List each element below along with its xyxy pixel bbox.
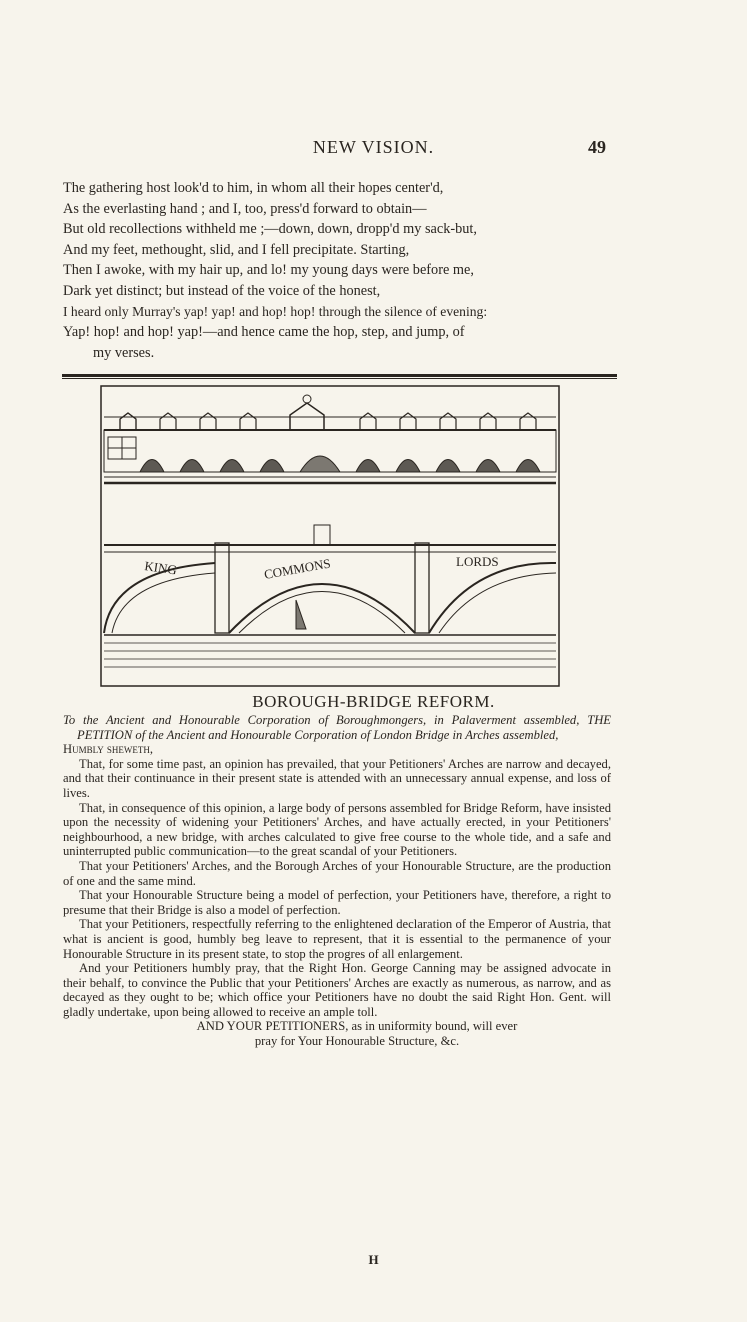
arch-label-king: KING bbox=[143, 558, 178, 578]
running-title: NEW VISION. bbox=[312, 137, 435, 157]
closing-line: AND YOUR PETITIONERS, as in uniformity bound, will ever bbox=[196, 1019, 518, 1034]
arch-label-commons: COMMONS bbox=[262, 555, 332, 582]
divider-rule bbox=[62, 374, 617, 377]
verse-line: Then I awoke, with my hair up, and lo! my young days were before me, bbox=[63, 262, 474, 279]
page-number: 49 bbox=[588, 137, 606, 157]
verse-line: And my feet, methought, slid, and I fell precipitate. Starting, bbox=[63, 241, 410, 258]
verse-line: I heard only Murray's yap! yap! and hop! hop! through the silence of evening: bbox=[63, 303, 488, 319]
section-title: BOROUGH-BRIDGE REFORM. bbox=[252, 692, 495, 711]
paragraph: And your Petitioners humbly pray, that the Right Hon. George Canning may be assigned advocate in their behalf, to convince the Public that your Petitioners' Arches are exactly as numerous, as narrow, and as decayed as they ought to be; which office your Petitioners have no doubt the said Right Hon. Gent. will gladly undertake, upon being allowed to receive an ample toll. bbox=[63, 961, 611, 1019]
paragraph: That, for some time past, an opinion has prevailed, that your Petitioners' Arches are narrow and decayed, and that their continuance in their present state is attended with an unnecessary annual expense, and loss of lives. bbox=[63, 756, 611, 800]
paragraph: That your Petitioners, respectfully referring to the enlightened declaration of the Emperor of Austria, that what is ancient is good, humbly beg leave to represent, that it is essential to the permanence of your Honourable Structure in its present state, to stop the progres of all enlargement. bbox=[63, 917, 611, 961]
verse-line: But old recollections withheld me ;—down, down, dropp'd my sack-but, bbox=[63, 221, 477, 238]
verse-line: my verses. bbox=[93, 344, 155, 361]
paragraph: That your Honourable Structure being a model of perfection, your Petitioners have, therefore, a right to presume that their Bridge is also a model of perfection. bbox=[63, 888, 611, 917]
divider-rule bbox=[62, 378, 617, 379]
old-bridge-drawing bbox=[104, 395, 556, 477]
signature-mark: H bbox=[368, 1252, 379, 1267]
new-bridge-drawing bbox=[104, 525, 556, 667]
verse-line: The gathering host look'd to him, in whom all their hopes center'd, bbox=[63, 180, 444, 196]
verse-line: Dark yet distinct; but instead of the voice of the honest, bbox=[63, 282, 381, 299]
paragraph: That your Petitioners' Arches, and the Borough Arches of your Honourable Structure, are the production of one and the same mind. bbox=[63, 858, 611, 888]
arch-label-lords: LORDS bbox=[456, 554, 499, 569]
petition-body bbox=[63, 713, 611, 1049]
salutation: Humbly sheweth, bbox=[63, 742, 153, 757]
verse-block bbox=[63, 178, 623, 363]
verse-line: As the everlasting hand ; and I, too, press'd forward to obtain— bbox=[63, 200, 427, 217]
paragraph: That, in consequence of this opinion, a large body of persons assembled for Bridge Reform, have insisted upon the necessity of widening your Petitioners' Arches, and have actually erected, in your Petitioners' neighbourhood, a new bridge, with arches calculated to give free course to the whole tide, and a safe and uninterrupted public communication—to the great scandal of your Petitioners. bbox=[63, 800, 611, 859]
petition-address: To the Ancient and Honourable Corporation of Boroughmongers, in Palaverment assembled, THE PETITION of the Ancient and Honourable Corporation of London Bridge in Arches assembled, bbox=[63, 713, 611, 742]
verse-line: Yap! hop! and hop! yap!—and hence came the hop, step, and jump, of bbox=[63, 324, 465, 341]
closing-line: pray for Your Honourable Structure, &c. bbox=[254, 1034, 460, 1049]
bridge-illustration bbox=[100, 385, 560, 687]
